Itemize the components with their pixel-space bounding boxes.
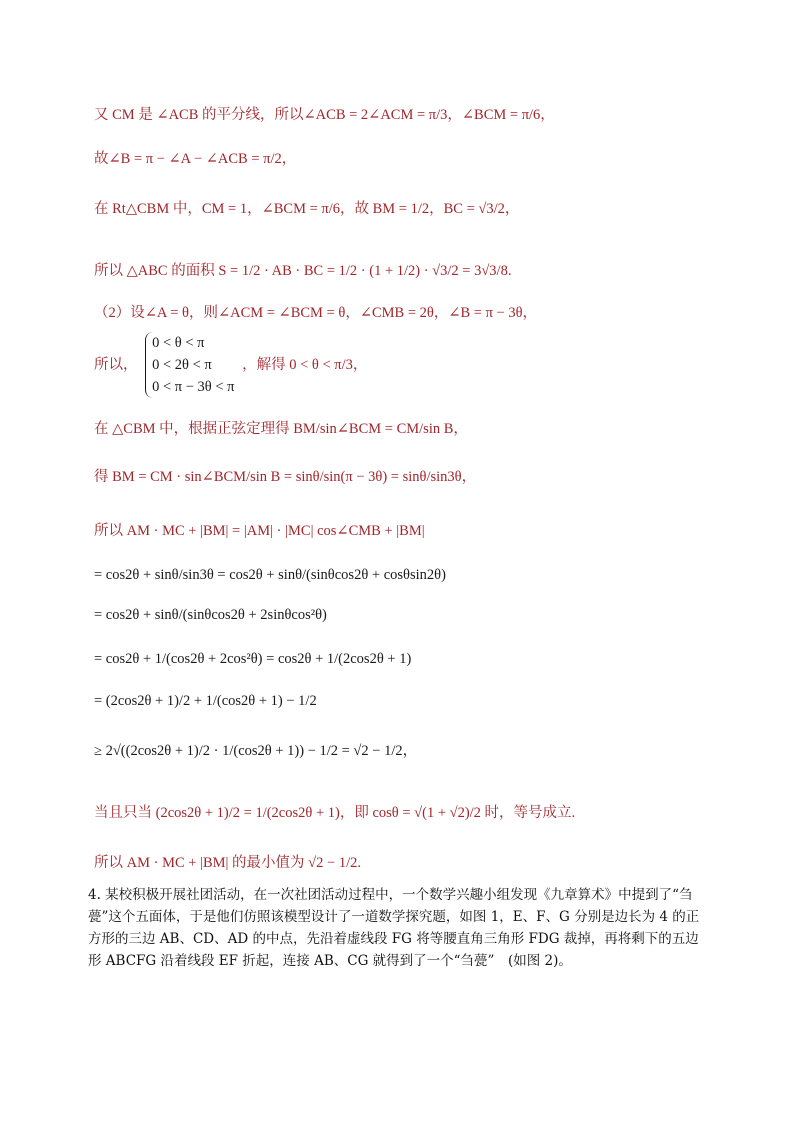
solution-line-10: = cos2θ + sinθ/sin3θ = cos2θ + sinθ/(sinθcos2θ + cosθsin2θ) [94,567,446,583]
solution-line-11: = cos2θ + sinθ/(sinθcos2θ + 2sinθcos²θ) [94,607,327,623]
cases-lead: 所以， [94,357,138,373]
case-2: 0 < 2θ < π [152,357,212,373]
solution-line-5: （2）设∠A = θ，则∠ACM = ∠BCM = θ，∠CMB = 2θ，∠B = π − 3θ， [94,305,538,321]
solution-line-9: 所以 AM · MC + |BM| = |AM| · |MC| cos∠CMB + |BM| [94,523,425,539]
solution-line-15: 当且只当 (2cos2θ + 1)/2 = 1/(2cos2θ + 1)，即 cosθ = √(1 + √2)/2 时，等号成立. [94,805,576,821]
solution-line-1: 又 CM 是 ∠ACB 的平分线，所以∠ACB = 2∠ACM = π/3，∠BCM = π/6， [94,107,555,123]
solution-line-12: = cos2θ + 1/(cos2θ + 2cos²θ) = cos2θ + 1/(2cos2θ + 1) [94,651,412,667]
cases-tail: ，解得 0 < θ < π/3， [242,357,368,373]
solution-line-6 [94,332,367,398]
case-1: 0 < θ < π [152,335,205,351]
solution-line-4: 所以 △ABC 的面积 S = 1/2 · AB · BC = 1/2 · (1 + 1/2) · √3/2 = 3√3/8. [94,263,512,279]
inequality-system [145,332,234,398]
solution-line-8: 得 BM = CM · sin∠BCM/sin B = sinθ/sin(π − 3θ) = sinθ/sin3θ， [94,469,477,485]
solution-line-16: 所以 AM · MC + |BM| 的最小值为 √2 − 1/2. [94,855,361,871]
solution-line-14: ≥ 2√((2cos2θ + 1)/2 · 1/(cos2θ + 1)) − 1/2 = √2 − 1/2， [94,743,418,759]
case-3: 0 < π − 3θ < π [152,379,235,395]
solution-line-2: 故∠B = π − ∠A − ∠ACB = π/2， [94,151,297,167]
solution-line-7: 在 △CBM 中，根据正弦定理得 BM/sin∠BCM = CM/sin B， [94,421,468,437]
solution-line-13: = (2cos2θ + 1)/2 + 1/(cos2θ + 1) − 1/2 [94,693,317,709]
problem-4-text: 4. 某校积极开展社团活动，在一次社团活动过程中，一个数学兴趣小组发现《九章算术》中提到了“刍甍”这个五面体，于是他们仿照该模型设计了一道数学探究题，如图 1，E、F、G 分别是边长为 4 的正方形的三边 AB、CD、AD 的中点，先沿着虚线段 FG 将等腰直角三角形 FDG 裁掉，再将剩下的五边形 ABCFG 沿着线段 EF 折起，连接 AB、CG 就得到了一个“刍甍” (如图 2)。 [88,887,700,969]
solution-line-3: 在 Rt△CBM 中，CM = 1，∠BCM = π/6，故 BM = 1/2，BC = √3/2， [94,201,520,217]
